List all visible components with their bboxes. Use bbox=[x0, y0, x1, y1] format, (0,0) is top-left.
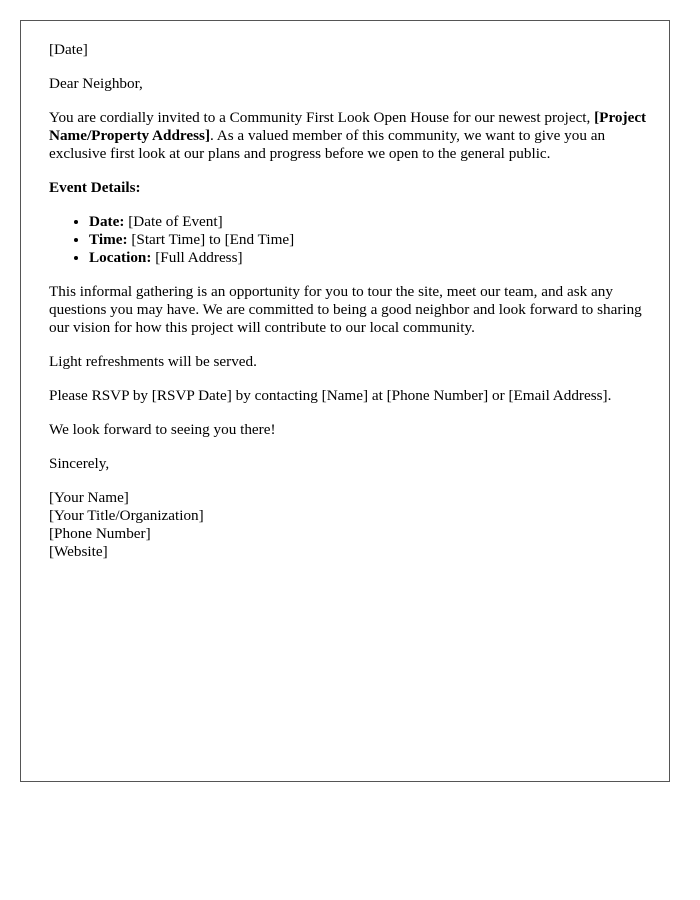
detail-value: [Full Address] bbox=[151, 249, 243, 266]
signoff: Sincerely, bbox=[49, 455, 110, 472]
signature-website: [Website] bbox=[49, 543, 108, 560]
signature-title: [Your Title/Organization] bbox=[49, 507, 204, 524]
letter-greeting: Dear Neighbor, bbox=[49, 75, 143, 92]
intro-text-after: . As a valued member of this community, we want to give you an exclusive first look at our plans and progress before we open to the general public. bbox=[49, 127, 606, 162]
intro-text-before: You are cordially invited to a Community First Look Open House for our newest project, bbox=[49, 109, 595, 126]
closing-line: We look forward to seeing you there! bbox=[49, 421, 276, 438]
detail-value: [Start Time] to [End Time] bbox=[127, 231, 295, 248]
detail-label: Location: bbox=[89, 249, 152, 266]
event-details-list bbox=[49, 213, 649, 267]
signature-phone: [Phone Number] bbox=[49, 525, 151, 542]
event-details-heading: Event Details: bbox=[49, 179, 141, 196]
rsvp-paragraph: Please RSVP by [RSVP Date] by contacting [Name] at [Phone Number] or [Email Address]. bbox=[49, 387, 612, 404]
intro-paragraph bbox=[49, 109, 649, 163]
event-detail-date bbox=[89, 213, 649, 231]
signature-name: [Your Name] bbox=[49, 489, 129, 506]
letter-page bbox=[20, 20, 670, 782]
project-name-placeholder: [Project Name/Property Address] bbox=[49, 109, 647, 144]
body-paragraph: This informal gathering is an opportunity for you to tour the site, meet our team, and ask any questions you may have. We are committed to being a good neighbor and look forward to sharing our vision for how this project will contribute to our local community. bbox=[49, 283, 642, 336]
event-detail-time bbox=[89, 231, 649, 249]
detail-value: [Date of Event] bbox=[124, 213, 223, 230]
detail-label: Date: bbox=[89, 213, 125, 230]
refreshments-paragraph: Light refreshments will be served. bbox=[49, 353, 257, 370]
signature-block bbox=[49, 489, 649, 561]
event-detail-location bbox=[89, 249, 649, 267]
letter-date: [Date] bbox=[49, 41, 88, 58]
detail-label: Time: bbox=[89, 231, 128, 248]
